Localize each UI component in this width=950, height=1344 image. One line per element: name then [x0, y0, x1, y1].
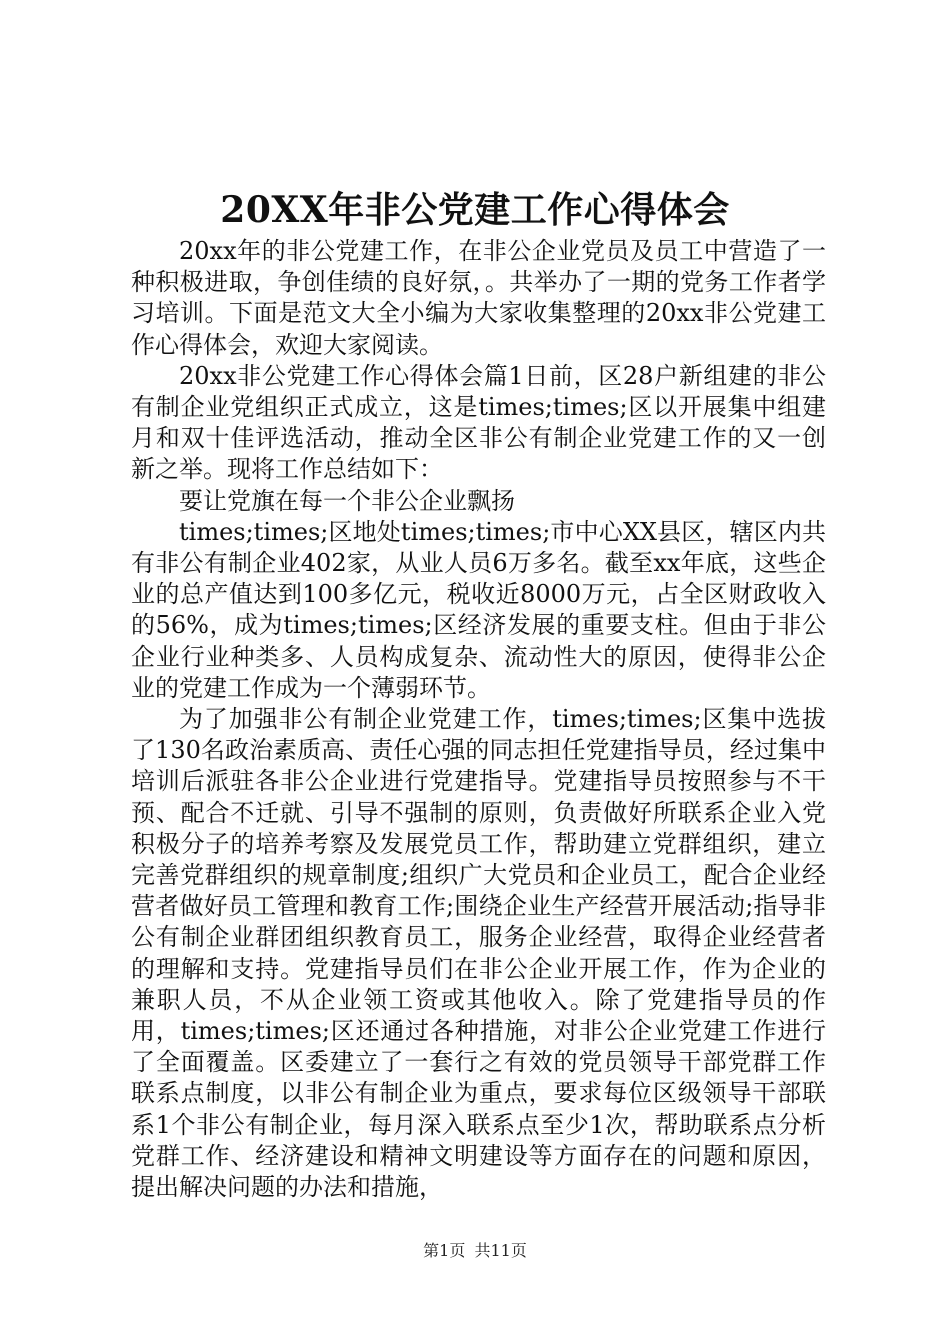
paragraph-1: 20xx非公党建工作心得体会篇1日前，区28户新组建的非公有制企业党组织正式成立，这是times;times;区以开展集中组建月和双十佳评选活动，推动全区非公有制企业党建工作的又一创新之举。现将工作总结如下： [131, 361, 826, 484]
paragraph-2: times;times;区地处times;times;市中心XX县区，辖区内共有非公有制企业402家，从业人员6万多名。截至xx年底，这些企业的总产值达到100多亿元，税收近8000万元，占全区财政收入的56%，成为times;times;区经济发展的重要支柱。但由于非公企业行业种类多、人员构成复杂、流动性大的原因，使得非公企业的党建工作成为一个薄弱环节。 [131, 517, 826, 702]
document-body [131, 236, 826, 1203]
paragraph-3: 为了加强非公有制企业党建工作，times;times;区集中选拔了130名政治素质高、责任心强的同志担任党建指导员，经过集中培训后派驻各非公企业进行党建指导。党建指导员按照参与不干预、配合不迁就、引导不强制的原则，负责做好所联系企业入党积极分子的培养考察及发展党员工作，帮助建立党群组织，建立完善党群组织的规章制度;组织广大党员和企业员工，配合企业经营者做好员工管理和教育工作;围绕企业生产经营开展活动;指导非公有制企业群团组织教育员工，服务企业经营，取得企业经营者的理解和支持。党建指导员们在非公企业开展工作，作为企业的兼职人员，不从企业领工资或其他收入。除了党建指导员的作用，times;times;区还通过各种措施，对非公企业党建工作进行了全面覆盖。区委建立了一套行之有效的党员领导干部党群工作联系点制度，以非公有制企业为重点，要求每位区级领导干部联系1个非公有制企业，每月深入联系点至少1次，帮助联系点分析党群工作、经济建设和精神文明建设等方面存在的问题和原因，提出解决问题的办法和措施， [131, 705, 826, 1202]
page-total: 共11页 [474, 1241, 527, 1260]
paragraph-heading: 要让党旗在每一个非公企业飘扬 [179, 486, 515, 515]
page-footer [0, 1240, 950, 1262]
paragraph-intro: 20xx年的非公党建工作，在非公企业党员及员工中营造了一种积极进取，争创佳绩的良好氛，。共举办了一期的党务工作者学习培训。下面是范文大全小编为大家收集整理的20xx非公党建工作心得体会，欢迎大家阅读。 [131, 237, 826, 359]
document-title: 20XX年非公党建工作心得体会 [220, 189, 730, 231]
page-number: 第1页 [423, 1241, 466, 1260]
